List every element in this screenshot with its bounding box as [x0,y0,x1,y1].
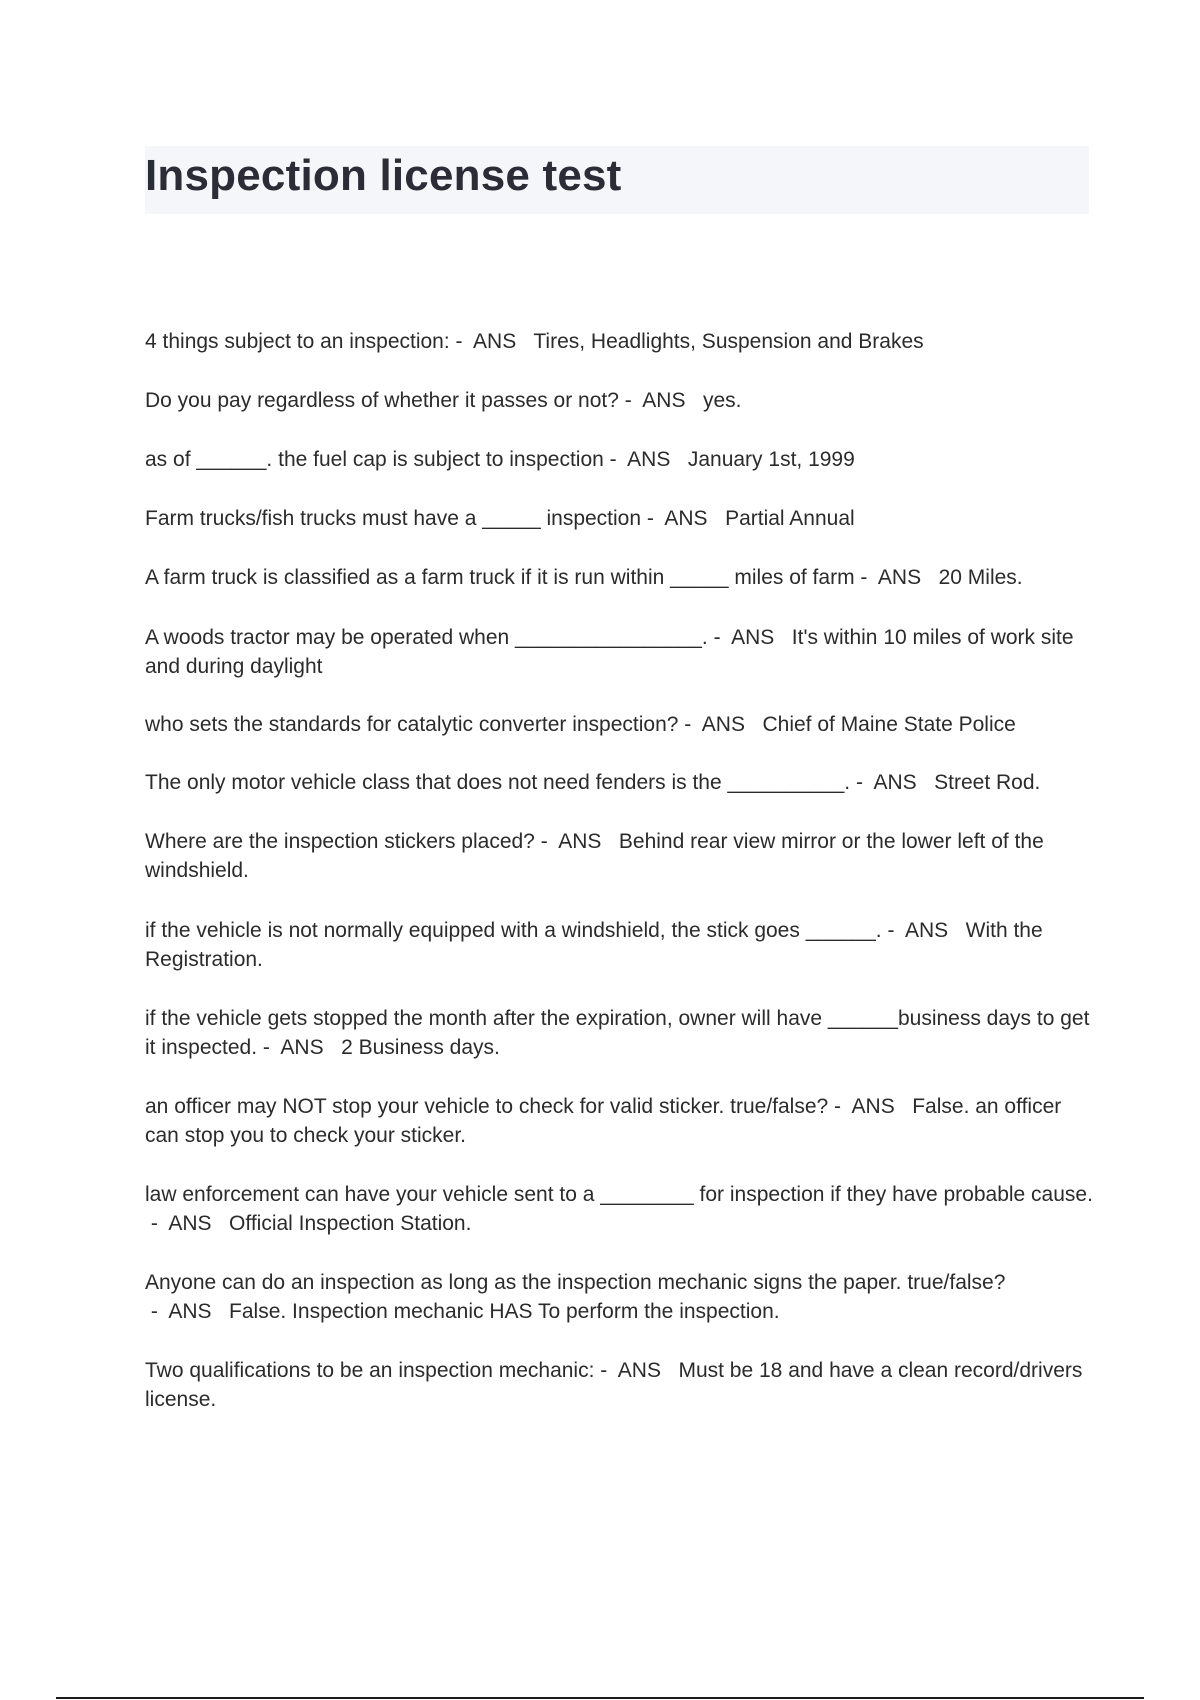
question-text: if the vehicle is not normally equipped with a windshield, the stick goes ______. [145,919,882,942]
question-text: Where are the inspection stickers placed? [145,830,535,853]
answer-text: 20 Miles. [938,566,1023,589]
question-text: Do you pay regardless of whether it passes or not? [145,389,619,412]
footer-divider [56,1697,1144,1699]
question-text: as of ______. the fuel cap is subject to inspection [145,448,604,471]
answer-text: 2 Business days. [341,1036,500,1059]
qa-item [145,386,1095,415]
qa-item [145,1092,1095,1150]
question-text: if the vehicle gets stopped the month after the expiration, owner will have ______business days to get it inspected. [145,1007,1090,1059]
title-banner [145,146,1089,214]
answer-separator: - ANS [534,830,619,853]
qa-item [145,563,1095,592]
qa-item [145,916,1095,974]
qa-item [145,1268,1095,1326]
answer-separator: - ANS [641,507,726,530]
answer-separator: - ANS [707,626,792,649]
answer-text: Must be 18 and have a clean record/drivers license. [145,1359,1083,1411]
question-text: who sets the standards for catalytic converter inspection? [145,713,679,736]
answer-text: yes. [702,389,742,412]
answer-text: Behind rear view mirror or the lower left of the windshield. [145,830,1044,882]
answer-separator: - ANS [449,330,534,353]
answer-separator: - ANS [854,566,939,589]
qa-item [145,1356,1095,1414]
answer-separator: - ANS [678,713,763,736]
qa-item [145,327,1095,356]
answer-separator: - ANS [257,1036,342,1059]
qa-item [145,1004,1095,1062]
answer-separator: - ANS [594,1359,679,1382]
answer-text: Partial Annual [725,507,855,530]
document-title: Inspection license test [145,151,622,200]
answer-text: Chief of Maine State Police [762,713,1016,736]
answer-text: It's within 10 miles of work site and during daylight [145,626,1074,678]
answer-text: January 1st, 1999 [687,448,855,471]
qa-item [145,827,1095,885]
answer-text: Tires, Headlights, Suspension and Brakes [533,330,924,353]
answer-separator: - ANS [850,771,935,794]
answer-text: False. an officer can stop you to check your sticker. [145,1095,1062,1147]
qa-item [145,710,1095,739]
answer-separator: - ANS [145,1212,230,1235]
answer-separator: - ANS [828,1095,913,1118]
question-text: Anyone can do an inspection as long as the inspection mechanic signs the paper. true/false? [145,1271,1006,1294]
question-text: an officer may NOT stop your vehicle to check for valid sticker. true/false? [145,1095,829,1118]
answer-text: False. Inspection mechanic HAS To perform the inspection. [229,1300,780,1323]
question-text: law enforcement can have your vehicle sent to a ________ for inspection if they have probable cause. [145,1183,1093,1206]
question-text: A farm truck is classified as a farm truck if it is run within _____ miles of farm [145,566,855,589]
question-text: A woods tractor may be operated when ________________. [145,626,708,649]
qa-item [145,504,1095,533]
question-text: Two qualifications to be an inspection mechanic: [145,1359,595,1382]
qa-item [145,445,1095,474]
question-text: The only motor vehicle class that does not need fenders is the __________. [145,771,851,794]
answer-text: Official Inspection Station. [229,1212,472,1235]
answer-separator: - ANS [618,389,703,412]
question-text: Farm trucks/fish trucks must have a _____ inspection [145,507,642,530]
answer-separator: - ANS [881,919,966,942]
qa-item [145,1180,1095,1238]
answer-separator: - ANS [145,1300,230,1323]
qa-item [145,768,1095,797]
qa-item [145,623,1095,681]
answer-text: Street Rod. [934,771,1041,794]
answer-text: With the Registration. [145,919,1043,971]
answer-separator: - ANS [603,448,688,471]
question-text: 4 things subject to an inspection: [145,330,450,353]
